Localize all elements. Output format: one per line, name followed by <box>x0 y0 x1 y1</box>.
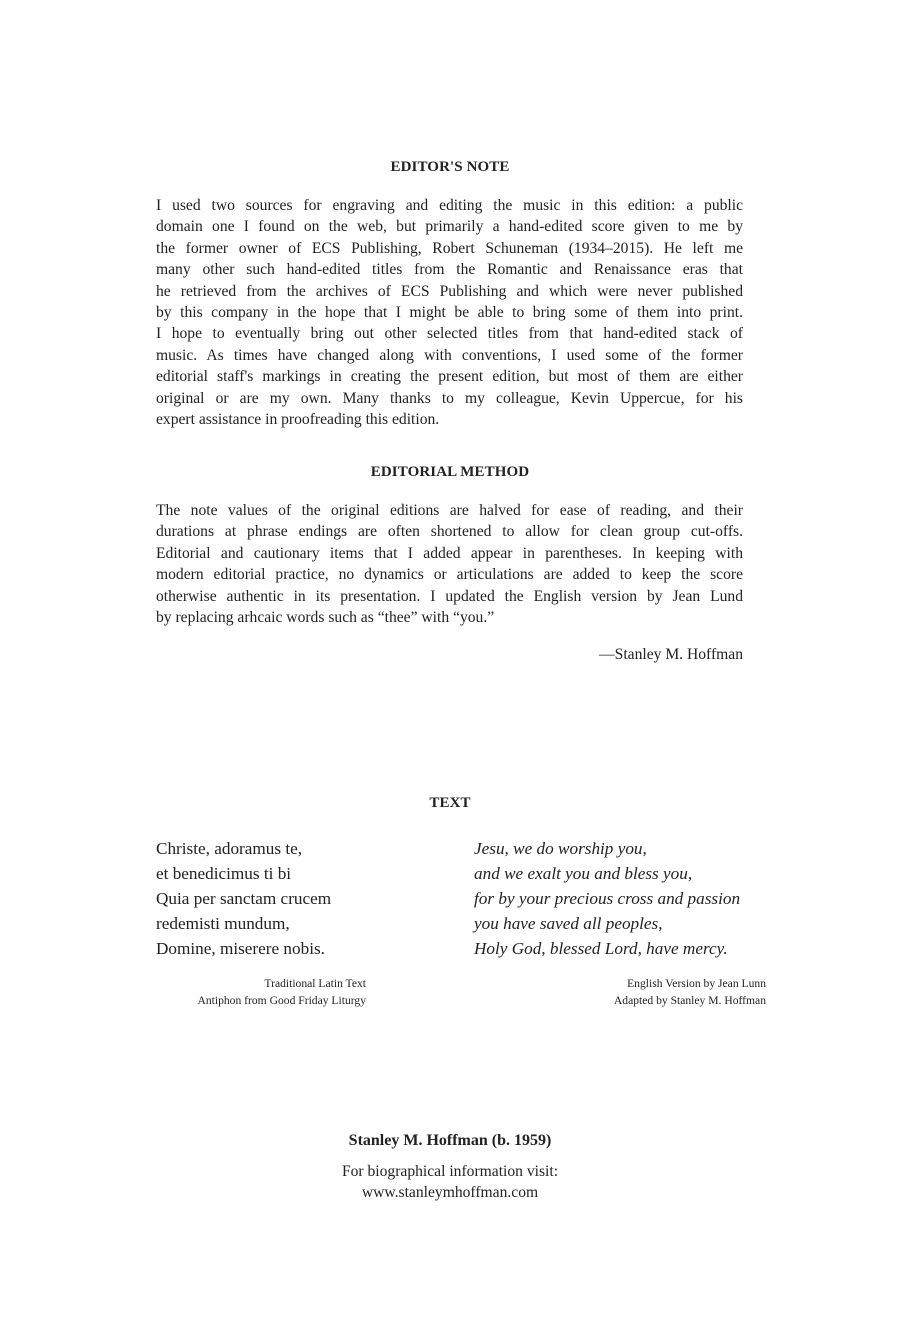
verse-line: Holy God, blessed Lord, have mercy. <box>474 939 728 958</box>
verse-line: redemisti mundum, <box>156 914 290 933</box>
latin-text-credit <box>197 975 366 1009</box>
paragraph-line: otherwise authentic in its presentation. I updated the English version by Jean Lund <box>156 587 743 605</box>
paragraph-line: by this company in the hope that I might be able to bring some of them into print. <box>156 304 743 322</box>
paragraph-line: durations at phrase endings are often shortened to allow for clean group cut-offs. <box>156 523 743 541</box>
paragraph-line: music. As times have changed along with conventions, I used some of the former <box>156 346 743 364</box>
paragraph-line: original or are my own. Many thanks to my colleague, Kevin Uppercue, for his <box>156 389 743 407</box>
latin-text <box>156 836 331 961</box>
paragraph-line: he retrieved from the archives of ECS Publishing and which were never published <box>156 282 743 300</box>
verse-line: Christe, adoramus te, <box>156 839 303 858</box>
verse-line: Jesu, we do worship you, <box>474 839 647 858</box>
verse-line: et benedicimus ti bi <box>156 864 292 883</box>
verse-line: Quia per sanctam crucem <box>156 889 332 908</box>
credit-line: Traditional Latin Text <box>264 977 366 990</box>
english-text-credit <box>614 975 766 1009</box>
credit-line: English Version by Jean Lunn <box>627 977 766 990</box>
text-heading: TEXT <box>429 795 471 811</box>
composer-info <box>0 1161 900 1203</box>
paragraph-line: domain one I found on the web, but primarily a hand-edited score given to me by <box>156 218 743 236</box>
paragraph-line: I hope to eventually bring out other selected titles from that hand-edited stack of <box>156 325 743 343</box>
editors-note-heading: EDITOR'S NOTE <box>390 159 510 175</box>
paragraph-line: modern editorial practice, no dynamics or articulations are added to keep the score <box>156 566 743 584</box>
editors-note-paragraph <box>156 195 743 430</box>
english-text <box>474 836 740 961</box>
credit-line: Adapted by Stanley M. Hoffman <box>613 994 766 1007</box>
bio-info-text: For biographical information visit: <box>341 1163 559 1180</box>
verse-line: you have saved all peoples, <box>474 914 663 933</box>
website-link[interactable]: www.stanleymhoffman.com <box>361 1184 539 1201</box>
credit-line: Antiphon from Good Friday Liturgy <box>197 994 366 1007</box>
composer-name: Stanley M. Hoffman (b. 1959) <box>348 1132 552 1149</box>
editorial-method-heading: EDITORIAL METHOD <box>370 464 530 480</box>
paragraph-line: by replacing arhcaic words such as “thee” with “you.” <box>156 609 495 627</box>
paragraph-line: The note values of the original editions are halved for ease of reading, and their <box>156 502 743 519</box>
paragraph-line: I used two sources for engraving and editing the music in this edition: a public <box>156 197 743 214</box>
paragraph-line: many other such hand-edited titles from the Romantic and Renaissance eras that <box>156 261 743 279</box>
editorial-method-paragraph <box>156 500 743 628</box>
paragraph-line: expert assistance in proofreading this edition. <box>156 411 440 429</box>
verse-line: and we exalt you and bless you, <box>474 864 693 883</box>
paragraph-line: the former owner of ECS Publishing, Robert Schuneman (1934–2015). He left me <box>156 239 743 257</box>
paragraph-line: Editorial and cautionary items that I added appear in parentheses. In keeping with <box>156 544 743 562</box>
signature: —Stanley M. Hoffman <box>599 646 743 663</box>
verse-line: Domine, miserere nobis. <box>156 939 325 958</box>
paragraph-line: editorial staff's markings in creating the present edition, but most of them are either <box>156 368 743 386</box>
verse-line: for by your precious cross and passion <box>474 889 741 908</box>
